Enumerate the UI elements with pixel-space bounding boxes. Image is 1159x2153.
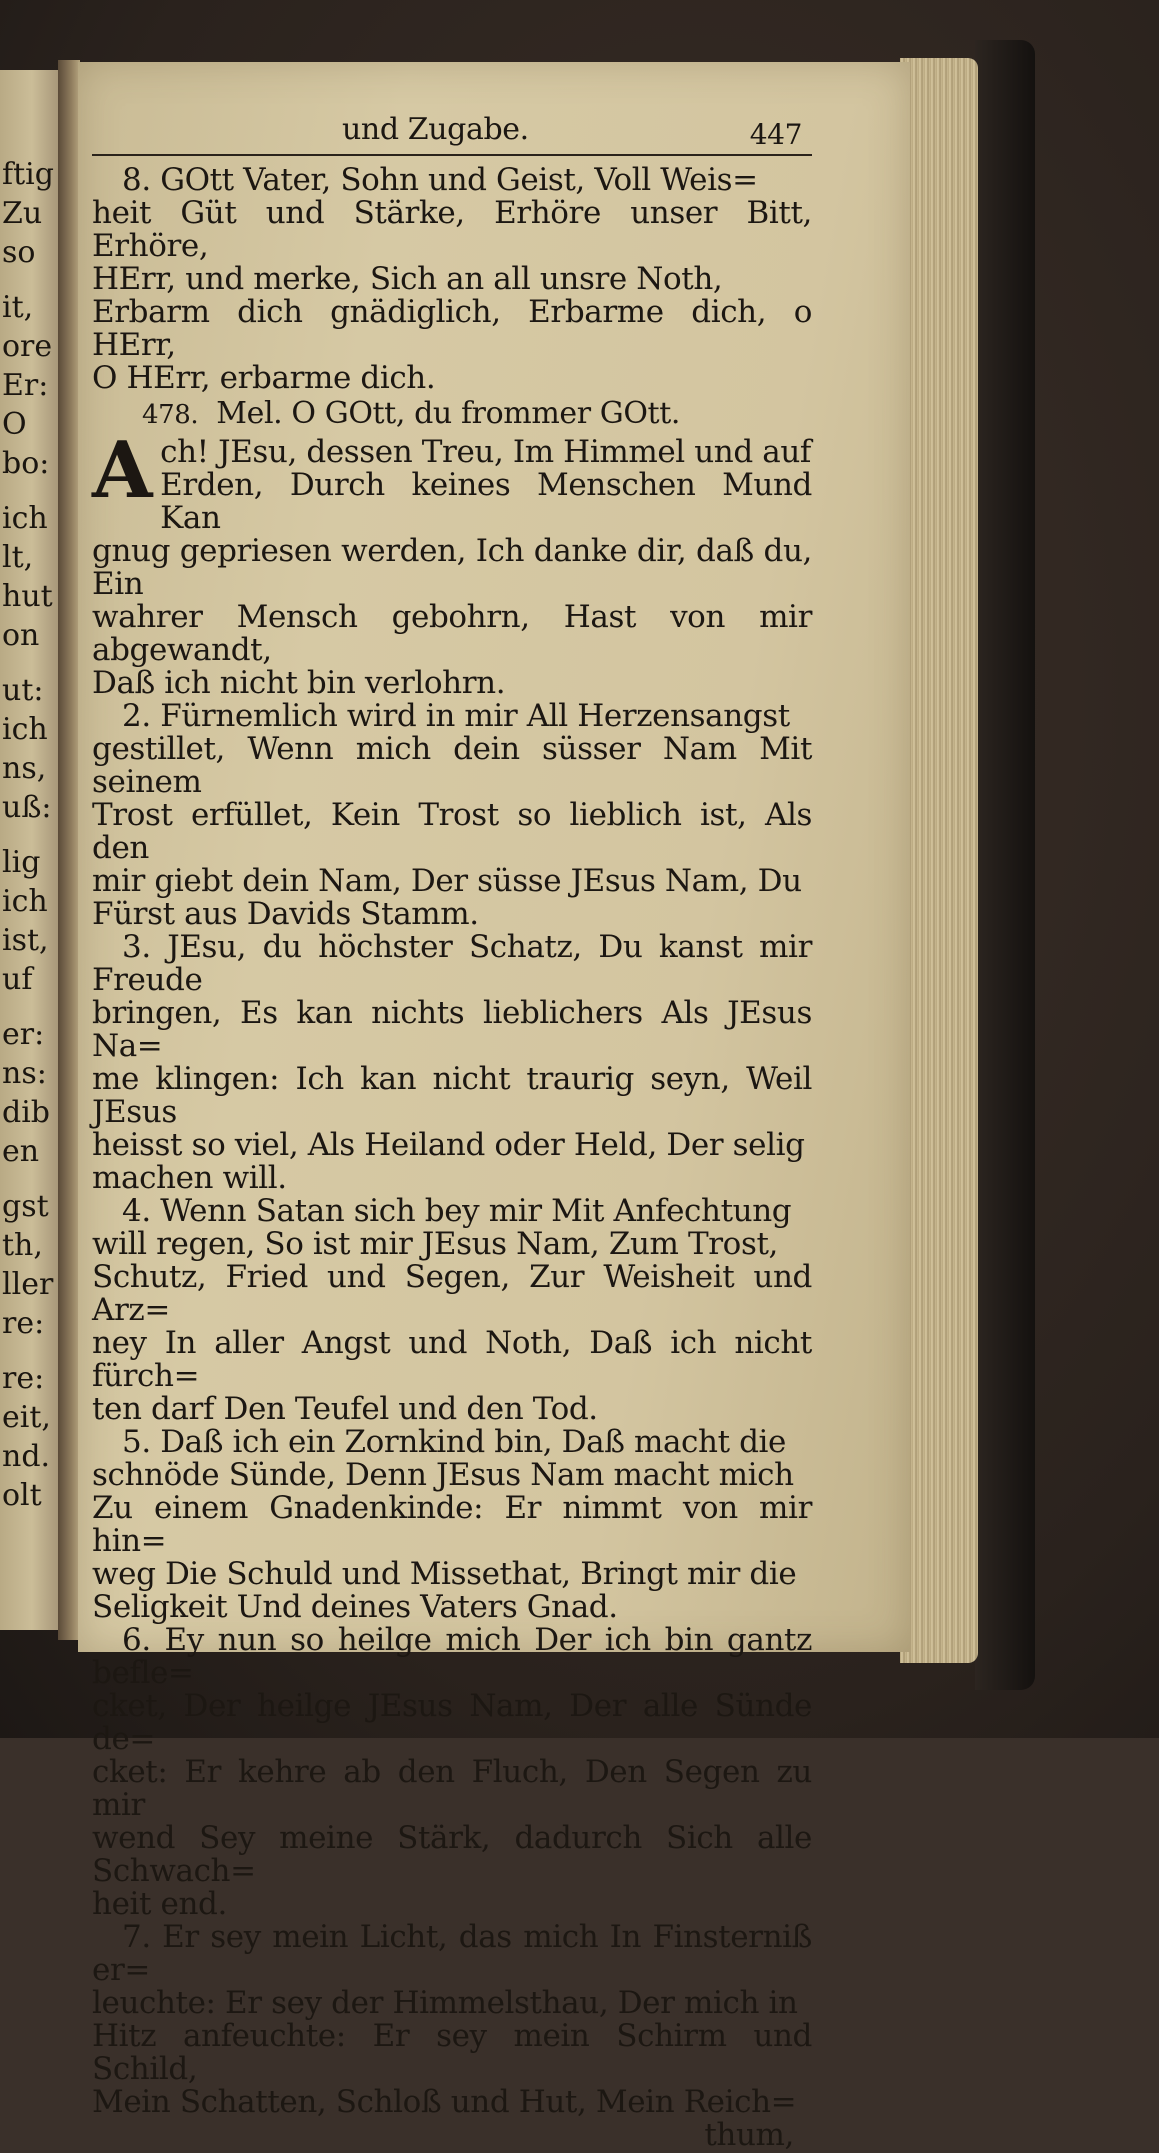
- stanza-line: heit Güt und Stärke, Erhöre unser Bitt, Erhöre,: [92, 195, 812, 264]
- stanza-line: schnöde Sünde, Denn JEsus Nam macht mich: [92, 1457, 794, 1493]
- left-page-fragment: re:: [2, 1361, 45, 1396]
- left-page-fragment: nd.: [2, 1439, 51, 1474]
- page-text: [92, 112, 812, 2152]
- stanza-line: mir giebt dein Nam, Der süsse JEsus Nam, Du: [92, 863, 802, 899]
- left-page-fragment: so: [2, 235, 36, 270]
- stanza-line: Trost erfüllet, Kein Trost so lieblich ist, Als den: [92, 797, 812, 866]
- stanza-line: Mein Schatten, Schloß und Hut, Mein Reich=: [92, 2084, 797, 2120]
- left-page-fragment: on: [2, 618, 40, 653]
- stanza-line: Zu einem Gnadenkinde: Er nimmt von mir hin=: [92, 1490, 812, 1559]
- stanza-line: Seligkeit Und deines Vaters Gnad.: [92, 1589, 618, 1625]
- book-cover-edge: [975, 40, 1035, 1690]
- stanza-line: 3. JEsu, du höchster Schatz, Du kanst mir Freude: [92, 929, 812, 998]
- stanza-line: 7. Er sey mein Licht, das mich In Finsterniß er=: [92, 1919, 812, 1988]
- left-page-fragment: ut:: [2, 673, 44, 708]
- left-page-fragment: hut: [2, 579, 53, 614]
- stanza-line: Schutz, Fried und Segen, Zur Weisheit und Arz=: [92, 1259, 812, 1328]
- stanza-line: will regen, So ist mir JEsus Nam, Zum Trost,: [92, 1226, 778, 1262]
- page-number: 447: [749, 118, 802, 151]
- stanza-line: gnug gepriesen werden, Ich danke dir, daß du, Ein: [92, 533, 812, 602]
- stanza-line: 2. Fürnemlich wird in mir All Herzensangst: [122, 698, 790, 734]
- stanza-line: Fürst aus Davids Stamm.: [92, 896, 479, 932]
- drop-initial: A: [92, 425, 153, 516]
- stanza-2: [92, 700, 812, 931]
- catchword: thum,: [704, 2117, 794, 2153]
- stanza-line: Daß ich nicht bin verlohrn.: [92, 665, 506, 701]
- left-page-fragment: th,: [2, 1228, 43, 1263]
- stanza-line: HErr, und merke, Sich an all unsre Noth,: [92, 261, 723, 297]
- stanza-line: Erbarm dich gnädiglich, Erbarme dich, o HErr,: [92, 294, 812, 363]
- stanza-7: [92, 1921, 812, 2119]
- stanza-line: gestillet, Wenn mich dein süsser Nam Mit seinem: [92, 731, 812, 800]
- left-page-fragment: ich: [2, 884, 48, 919]
- left-page-fragment: uß:: [2, 790, 52, 825]
- stanza-line: leuchte: Er sey der Himmelsthau, Der mich in: [92, 1985, 798, 2021]
- left-page-fragment: Er:: [2, 368, 49, 403]
- stanza-line: me klingen: Ich kan nicht traurig seyn, Weil JEsus: [92, 1061, 812, 1130]
- hymn-number: 478.: [142, 400, 199, 430]
- left-page-fragment: Zu: [2, 196, 43, 231]
- stanza-line: wend Sey meine Stärk, dadurch Sich alle Schwach=: [92, 1820, 812, 1889]
- stanza-line: 6. Ey nun so heilge mich Der ich bin gantz befle=: [92, 1622, 812, 1691]
- running-title: und Zugabe.: [342, 112, 529, 147]
- left-page-fragment: ist,: [2, 923, 49, 958]
- stanza-line: ten darf Den Teufel und den Tod.: [92, 1391, 598, 1427]
- left-page-fragment: uf: [2, 962, 33, 997]
- stanza-line: machen will.: [92, 1160, 287, 1196]
- page-fore-edges: [900, 58, 978, 1663]
- left-page-fragment: ich: [2, 501, 48, 536]
- running-header: [92, 112, 812, 156]
- stanza-line: heisst so viel, Als Heiland oder Held, Der selig: [92, 1127, 805, 1163]
- left-page-fragment: re:: [2, 1306, 45, 1341]
- left-page-fragment: ftig: [2, 157, 54, 192]
- left-page-fragment: en: [2, 1134, 40, 1169]
- left-page-fragment: eit,: [2, 1400, 51, 1435]
- stanza-6: [92, 1624, 812, 1921]
- stanza-3: [92, 931, 812, 1195]
- left-page-fragment: ns,: [2, 751, 47, 786]
- stanza-line: cket: Er kehre ab den Fluch, Den Segen zu mir: [92, 1754, 812, 1823]
- stanza-line: Hitz anfeuchte: Er sey mein Schirm und Schild,: [92, 2018, 812, 2087]
- stanza-4: [92, 1195, 812, 1426]
- left-page-fragment: olt: [2, 1478, 42, 1513]
- stanza-line: weg Die Schuld und Missethat, Bringt mir die: [92, 1556, 797, 1592]
- left-page-fragment: lt,: [2, 540, 34, 575]
- left-page-fragment: bo:: [2, 446, 50, 481]
- stanza-line: wahrer Mensch gebohrn, Hast von mir abgewandt,: [92, 599, 812, 668]
- left-page-fragment: ller: [2, 1267, 54, 1302]
- hymn-melody: Mel. O GOtt, du frommer GOtt.: [216, 396, 681, 431]
- left-page-fragment: ich: [2, 712, 48, 747]
- left-page-fragment: O: [2, 407, 27, 442]
- left-page-fragment: it,: [2, 290, 34, 325]
- previous-page-sliver: [0, 70, 60, 1630]
- stanza-line: heit end.: [92, 1886, 227, 1922]
- left-page-fragment: gst: [2, 1189, 49, 1224]
- stanza-1: [92, 425, 812, 701]
- hymn-heading: [92, 397, 812, 432]
- left-page-fragment: lig: [2, 845, 41, 880]
- stanza-line: 8. GOtt Vater, Sohn und Geist, Voll Weis=: [122, 162, 758, 198]
- stanza-line: Erden, Durch keines Menschen Mund Kan: [160, 467, 812, 536]
- stanza-line: cket, Der heilge JEsus Nam, Der alle Sünde de=: [92, 1688, 812, 1757]
- stanza-line: 4. Wenn Satan sich bey mir Mit Anfechtung: [122, 1193, 792, 1229]
- stanza-8: [92, 164, 812, 395]
- stanza-line: 5. Daß ich ein Zornkind bin, Daß macht die: [122, 1424, 787, 1460]
- left-page-fragment: er:: [2, 1017, 45, 1052]
- stanza-line: bringen, Es kan nichts lieblichers Als JEsus Na=: [92, 995, 812, 1064]
- stanza-line: ney In aller Angst und Noth, Daß ich nicht fürch=: [92, 1325, 812, 1394]
- left-page-fragment: dib: [2, 1095, 51, 1130]
- stanza-5: [92, 1426, 812, 1624]
- book-gutter: [58, 60, 80, 1640]
- left-page-fragment: ns:: [2, 1056, 47, 1091]
- stanza-line: ch! JEsu, dessen Treu, Im Himmel und auf: [160, 434, 811, 470]
- stanza-line: O HErr, erbarme dich.: [92, 360, 436, 396]
- left-page-fragment: ore: [2, 329, 53, 364]
